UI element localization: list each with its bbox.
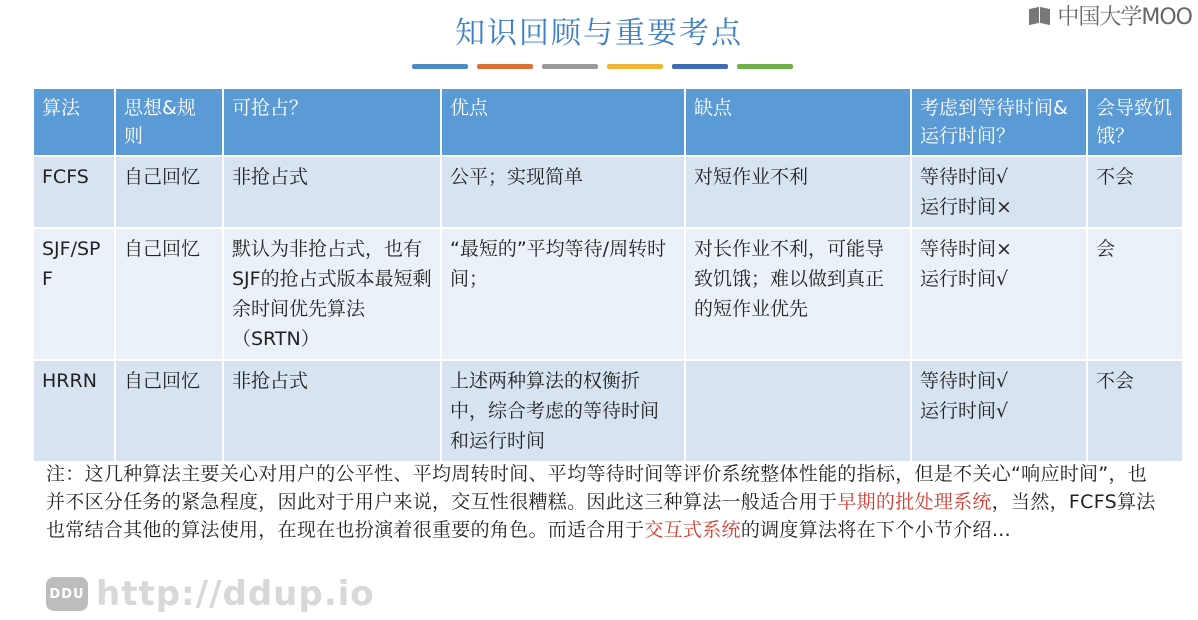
table-cell: 公平；实现简单 xyxy=(442,157,686,229)
note-text: ，当然，FCFS算法也常结合其他的算法使用，在现在也扮演着很重要的角色。而适合用于 xyxy=(46,491,1156,541)
table-cell: HRRN xyxy=(34,361,116,463)
table-cell: 自己回忆 xyxy=(116,229,224,361)
table-cell: 上述两种算法的权衡折中，综合考虑的等待时间和运行时间 xyxy=(442,361,686,463)
footnote xyxy=(46,460,1166,544)
table-cell: 对短作业不利 xyxy=(686,157,912,229)
note-highlight-batch: 早期的批处理系统 xyxy=(837,491,992,513)
header-advantages: 优点 xyxy=(442,89,686,157)
header-preemptive: 可抢占？ xyxy=(224,89,442,157)
table-cell: FCFS xyxy=(34,157,116,229)
note-text: 的调度算法将在下个小节介绍… xyxy=(740,519,1012,541)
table-cell: 等待时间√ 运行时间√ xyxy=(912,361,1088,463)
slide-title: 知识回顾与重要考点 xyxy=(455,16,743,51)
table-cell: 对长作业不利，可能导致饥饿；难以做到真正的短作业优先 xyxy=(686,229,912,361)
title-color-bar xyxy=(412,64,793,69)
table-cell: 默认为非抢占式，也有SJF的抢占式版本最短剩余时间优先算法（SRTN） xyxy=(224,229,442,361)
note-highlight-interactive: 交互式系统 xyxy=(644,519,741,541)
table-cell: 非抢占式 xyxy=(224,157,442,229)
header-starvation: 会导致饥饿？ xyxy=(1088,89,1182,157)
table-cell: 自己回忆 xyxy=(116,361,224,463)
color-bar-segment xyxy=(412,64,468,69)
table-row xyxy=(34,361,1182,463)
color-bar-segment xyxy=(737,64,793,69)
header-disadvantages: 缺点 xyxy=(686,89,912,157)
watermark-badge: DDU xyxy=(46,577,88,611)
table-cell: 不会 xyxy=(1088,361,1182,463)
logo-text: 中国大学MOO xyxy=(1057,5,1192,30)
watermark-text: http://ddup.io xyxy=(96,574,375,614)
table-header-row xyxy=(34,89,1182,157)
table-cell: 等待时间√ 运行时间× xyxy=(912,157,1088,229)
color-bar-segment xyxy=(542,64,598,69)
table-cell: 自己回忆 xyxy=(116,157,224,229)
table-cell: 会 xyxy=(1088,229,1182,361)
table-cell: 非抢占式 xyxy=(224,361,442,463)
table-cell xyxy=(686,361,912,463)
table-cell: SJF/SPF xyxy=(34,229,116,361)
header-considers-times: 考虑到等待时间&运行时间？ xyxy=(912,89,1088,157)
color-bar-segment xyxy=(672,64,728,69)
color-bar-segment xyxy=(607,64,663,69)
color-bar-segment xyxy=(477,64,533,69)
table-cell: 等待时间× 运行时间√ xyxy=(912,229,1088,361)
watermark xyxy=(46,574,375,614)
header-algorithm: 算法 xyxy=(34,89,116,157)
table-cell: “最短的”平均等待/周转时间； xyxy=(442,229,686,361)
header-idea-rules: 思想&规则 xyxy=(116,89,224,157)
table-row xyxy=(34,229,1182,361)
note-text: 注：这几种算法主要关心对用户的公平性、平均周转时间、平均等待时间等评价系统整体性能的指标，但是不关心“响应时间”，也并不区分任务的紧急程度，因此对于用户来说，交互性很糟糕。因此这三种算法一般适合用于 xyxy=(46,463,1148,513)
algorithm-comparison-table xyxy=(34,89,1182,463)
table-row xyxy=(34,157,1182,229)
table-cell: 不会 xyxy=(1088,157,1182,229)
